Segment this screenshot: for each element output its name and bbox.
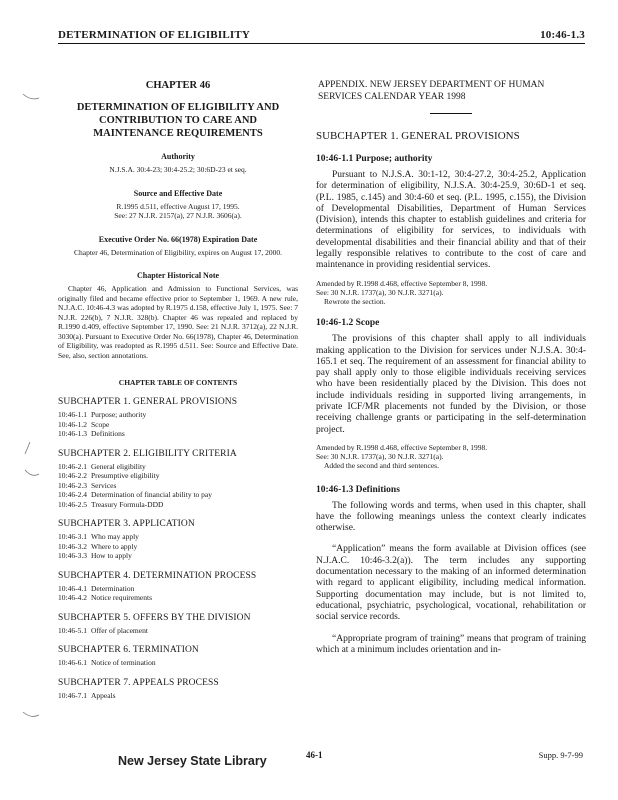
running-header <box>58 29 585 44</box>
right-column <box>316 80 586 656</box>
toc-entry <box>58 490 298 500</box>
source-line-1: R.1995 d.511, effective August 17, 1995. <box>116 201 240 211</box>
toc-subchapter-title: SUBCHAPTER 2. ELIGIBILITY CRITERIA <box>58 448 237 459</box>
toc-entry <box>58 584 298 594</box>
toc-entry-number: 10:46-1.2 <box>58 419 87 429</box>
amendment-line: See: 30 N.J.R. 1737(a), 30 N.J.R. 3271(a). <box>316 452 444 462</box>
toc-entry-number: 10:46-3.1 <box>58 532 87 541</box>
toc-entry-label: How to apply <box>91 551 132 560</box>
amendment-line: Rewrote the section. <box>324 297 386 307</box>
source-heading: Source and Effective Date <box>133 188 223 198</box>
margin-mark-icon <box>22 92 40 102</box>
chapter-number: CHAPTER 46 <box>145 80 211 91</box>
toc-entry <box>58 471 298 481</box>
toc-entry-label: Determination <box>91 583 135 593</box>
exec-order-text: Chapter 46, Determination of Eligibility, expires on August 17, 2000. <box>73 247 283 257</box>
appendix-title: APPENDIX. NEW JERSEY DEPARTMENT OF HUMAN SERVICES CALENDAR YEAR 1998 <box>318 80 545 102</box>
toc-entry-label: Who may apply <box>91 532 139 541</box>
toc-entry-label: Notice of termination <box>91 658 156 667</box>
left-column <box>58 80 298 700</box>
toc-subchapter-title: SUBCHAPTER 6. TERMINATION <box>58 645 199 655</box>
toc-entry-label: Purpose; authority <box>91 410 147 419</box>
toc-entry-number: 10:46-1.1 <box>58 410 87 419</box>
divider <box>430 113 472 114</box>
running-header-section: 10:46-1.3 <box>540 29 585 41</box>
section-body-1-2: The provisions of this chapter shall apply to all individuals making application to the Division for services under N.J.S.A. 30:4-165.1 et seq. The requirement of an assessment for financial ability to pay shall apply only to those eligible individuals receiving services who have been residentially placed by the Division. This does not include individuals residing in supported living arrangements, in private ICF/MR placements not funded by the Division, or those receiving challenge grants or participating in the self-determination project. <box>316 334 586 435</box>
margin-mark-icon <box>22 440 40 480</box>
toc-entry-label: General eligibility <box>91 461 146 471</box>
toc-entry <box>58 420 298 430</box>
toc-entry <box>58 532 298 542</box>
toc-heading: CHAPTER TABLE OF CONTENTS <box>118 378 238 387</box>
toc-entry-label: Definitions <box>91 429 125 438</box>
toc-entry-number: 10:46-5.1 <box>58 625 87 635</box>
historical-note-heading: Chapter Historical Note <box>136 271 220 280</box>
toc-entry <box>58 658 298 668</box>
toc-entry-label: Notice requirements <box>91 593 153 602</box>
toc-entry-number: 10:46-1.3 <box>58 429 87 438</box>
section-heading-1-2: 10:46-1.2 Scope <box>316 318 380 329</box>
toc-entry <box>58 551 298 561</box>
toc-entry-label: Determination of financial ability to pay <box>91 490 213 499</box>
toc-entry-number: 10:46-4.1 <box>58 583 87 593</box>
definition-application: “Application” means the form available at Division offices (see N.J.A.C. 10:46-3.2(a)). The term includes any supporting documentation necessary to the making of an informed determination with regard to applicant eligibility, including medical information. Supporting documentation may include, but is not limited to, educational, psychiatric, psychological, vocational, rehabilitation or social service records. <box>316 544 586 623</box>
toc-subchapter-title: SUBCHAPTER 3. APPLICATION <box>58 519 195 529</box>
toc-entry <box>58 626 298 636</box>
subchapter-title: SUBCHAPTER 1. GENERAL PROVISIONS <box>316 130 520 142</box>
toc-entry <box>58 500 298 510</box>
toc-entry-label: Appeals <box>91 690 116 700</box>
toc-entry-number: 10:46-3.2 <box>58 541 87 551</box>
toc-entry-number: 10:46-4.2 <box>58 593 87 602</box>
toc-entry-number: 10:46-6.1 <box>58 658 87 667</box>
running-header-title: DETERMINATION OF ELIGIBILITY <box>58 29 251 41</box>
toc-entry-number: 10:46-2.5 <box>58 499 87 509</box>
section-heading-1-1: 10:46-1.1 Purpose; authority <box>316 154 433 164</box>
toc-entry <box>58 593 298 603</box>
toc-subchapter-title: SUBCHAPTER 4. DETERMINATION PROCESS <box>58 570 257 581</box>
section-body-1-1: Pursuant to N.J.S.A. 30:1-12, 30:4-27.2, 30:4-25.2, Application for determination of eligibility, N.J.S.A. 30:4-25.9, 30:6D-1 et seq. (P.L. 1985, c.145) and 30:4-60 et seq. (P.L. 1995, c.155), the Division of Developmental Disabilities, Department of Human Services (Division), intends this chapter to establish guidelines and criteria for determinations of eligibility for services, to individuals with developmental disabilities and their financial ability and that of their legally responsible relatives to contribute to the cost of care and maintenance in providing residential services. <box>316 170 586 271</box>
amendment-note <box>316 443 586 471</box>
toc-entry <box>58 410 298 420</box>
toc-entry-number: 10:46-3.3 <box>58 551 87 560</box>
section-body-1-3-intro: The following words and terms, when used in this chapter, shall have the following meanings unless the context clearly indicates otherwise. <box>316 500 586 534</box>
chapter-title: DETERMINATION OF ELIGIBILITY AND CONTRIBUTION TO CARE AND MAINTENANCE REQUIREMENTS <box>76 102 280 139</box>
amendment-line: Added the second and third sentences. <box>324 461 439 471</box>
toc-entry-number: 10:46-2.1 <box>58 461 87 471</box>
toc-entry-label: Where to apply <box>91 541 138 551</box>
toc-entry-number: 10:46-7.1 <box>58 690 87 700</box>
toc-subchapter-title: SUBCHAPTER 7. APPEALS PROCESS <box>58 677 219 688</box>
toc-entry-number: 10:46-2.3 <box>58 480 87 490</box>
toc-entry-number: 10:46-2.2 <box>58 471 87 480</box>
authority-text: N.J.S.A. 30:4-23; 30:4-25.2; 30:6D-23 et seq. <box>109 165 247 174</box>
amendment-line: See: 30 N.J.R. 1737(a), 30 N.J.R. 3271(a). <box>316 287 444 297</box>
amendment-line: Amended by R.1998 d.468, effective September 8, 1998. <box>316 442 488 452</box>
toc-entry <box>58 462 298 472</box>
toc-entry-label: Offer of placement <box>91 625 148 635</box>
toc-subchapter-title: SUBCHAPTER 5. OFFERS BY THE DIVISION <box>58 612 251 623</box>
definition-training: “Appropriate program of training” means that program of training which at a minimum includes orientation and in- <box>316 633 586 655</box>
toc-subchapter-title: SUBCHAPTER 1. GENERAL PROVISIONS <box>58 397 238 407</box>
toc-entry-label: Presumptive eligibility <box>91 471 160 480</box>
library-stamp: New Jersey State Library <box>118 754 267 768</box>
table-of-contents <box>58 397 298 700</box>
toc-entry <box>58 481 298 491</box>
toc-entry <box>58 691 298 701</box>
margin-mark-icon <box>22 710 40 720</box>
source-line-2: See: 27 N.J.R. 2157(a), 27 N.J.R. 3606(a). <box>114 211 242 220</box>
toc-entry <box>58 542 298 552</box>
amendment-line: Amended by R.1998 d.468, effective September 8, 1998. <box>316 278 488 288</box>
toc-entry-label: Services <box>91 480 117 490</box>
historical-note-text: Chapter 46, Application and Admission to Functional Services, was originally filed and became effective prior to September 1, 1969. A new rule, N.J.A.C. 10:46-4.3 was adopted by R.1975 d.158, effective July 1, 1975. See: 7 N.J.R. 226(b), 7 N.J.R. 328(b). Chapter 46 was repealed and replaced by R.1990 d.409, effective September 17, 1990. See: 21 N.J.R. 3712(a), 22 N.J.R. 3030(a). Pursuant to Executive Order No. 66(1978), Chapter 46, Determination of Eligibility, was readopted as R.1995 d.511. See: Source and Effective Date. See, also, section annotations. <box>58 284 298 360</box>
toc-entry-label: Treasury Formula-DDD <box>91 499 164 509</box>
authority-heading: Authority <box>161 152 195 161</box>
toc-entry-label: Scope <box>91 419 110 429</box>
exec-order-heading: Executive Order No. 66(1978) Expiration Date <box>98 234 258 244</box>
page-number: 46-1 <box>306 750 323 760</box>
toc-entry-number: 10:46-2.4 <box>58 490 87 499</box>
page-footer <box>0 748 618 778</box>
supplement-date: Supp. 9-7-99 <box>538 750 583 760</box>
toc-entry <box>58 429 298 439</box>
section-heading-1-3: 10:46-1.3 Definitions <box>316 484 400 495</box>
amendment-note <box>316 279 586 307</box>
